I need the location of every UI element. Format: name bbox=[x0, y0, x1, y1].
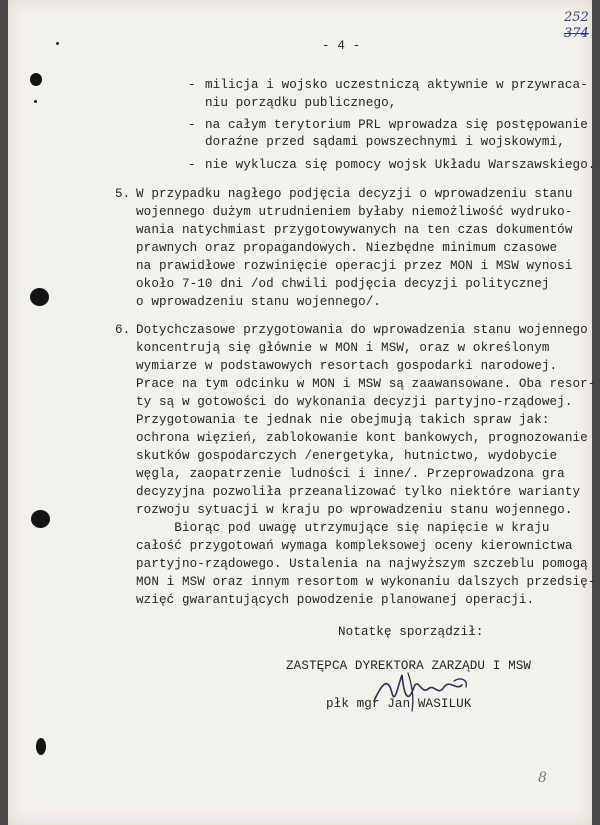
document-page bbox=[8, 0, 596, 825]
section-line: Przygotowania te jednak nie obejmują takich spraw jak: bbox=[136, 413, 550, 427]
section-line: rozwoju sytuacji w kraju po wprowadzeniu stanu wojennego. bbox=[136, 503, 573, 517]
bullet-marker: - bbox=[188, 158, 196, 172]
section-line: Prace na tym odcinku w MON i MSW są zaawansowane. Oba resor- bbox=[136, 377, 596, 391]
section-line: węgla, zaopatrzenie ludności i inne/. Przeprowadzona gra bbox=[136, 467, 565, 481]
section-line: ochrona więzień, zablokowanie kont bankowych, prognozowanie bbox=[136, 431, 588, 445]
punch-hole-lower bbox=[31, 510, 50, 528]
section-line: ty są w gotowości do wykonania decyzji partyjno-rządowej. bbox=[136, 395, 573, 409]
paper-speck bbox=[34, 100, 37, 103]
section-line: koncentrują się głównie w MON i MSW, oraz w określonym bbox=[136, 341, 550, 355]
section-number: 5. bbox=[115, 187, 131, 201]
section-line: całość przygotowań wymaga kompleksowej oceny kierownictwa bbox=[136, 539, 573, 553]
section-line: o wprowadzeniu stanu wojennego/. bbox=[136, 295, 382, 309]
section-line: MON i MSW oraz innym resortom w wykonaniu dalszych przedsię- bbox=[136, 575, 596, 589]
bullet-line: milicja i wojsko uczestniczą aktywnie w przywraca- bbox=[205, 78, 588, 92]
section-line: Dotychczasowe przygotowania do wprowadzenia stanu wojennego bbox=[136, 323, 588, 337]
section-line: wojennego dużym utrudnieniem byłaby niemożliwość wydruko- bbox=[136, 205, 573, 219]
bullet-line: doraźne przed sądami powszechnymi i wojskowymi, bbox=[205, 135, 565, 149]
section-line: decyzyjna pozwoliła przeanalizować tylko niektóre warianty bbox=[136, 485, 581, 499]
signatory-name: płk mgr Jan WASILUK bbox=[326, 697, 472, 711]
section-line: na prawidłowe rozwinięcie operacji przez MON i MSW wynosi bbox=[136, 259, 573, 273]
section-line: wania natychmiast przygotowywanych na ten czas dokumentów bbox=[136, 223, 573, 237]
archive-number-top: 252 bbox=[564, 10, 589, 25]
punch-hole-top bbox=[30, 73, 42, 86]
bullet-line: nie wyklucza się pomocy wojsk Układu Warszawskiego. bbox=[205, 158, 596, 172]
paper-speck bbox=[56, 42, 59, 45]
bullet-line: na całym terytorium PRL wprowadza się postępowanie bbox=[205, 118, 588, 132]
signatory-title: ZASTĘPCA DYREKTORA ZARZĄDU I MSW bbox=[286, 659, 532, 673]
note-author-label: Notatkę sporządził: bbox=[338, 625, 484, 639]
bullet-marker: - bbox=[188, 78, 196, 92]
section-line: skutków gospodarczych /energetyka, hutnictwo, wydobycie bbox=[136, 449, 558, 463]
section-line: wymiarze w podstawowych resortach gospodarki narodowej. bbox=[136, 359, 558, 373]
section-line: W przypadku nagłego podjęcia decyzji o wprowadzeniu stanu bbox=[136, 187, 573, 201]
section-line: około 7-10 dni /od chwili podjęcia decyzji politycznej bbox=[136, 277, 550, 291]
punch-hole-bottom bbox=[36, 738, 46, 755]
page-number: - 4 - bbox=[322, 39, 361, 53]
corner-mark: 8 bbox=[538, 770, 547, 786]
section-line: prawnych oraz propagandowych. Niezbędne minimum czasowe bbox=[136, 241, 558, 255]
punch-hole-middle bbox=[30, 288, 49, 306]
section-line: partyjno-rządowego. Ustalenia na najwyższym szczeblu pomogą bbox=[136, 557, 588, 571]
section-line: wzięć gwarantujących powodzenie planowanej operacji. bbox=[136, 593, 535, 607]
bullet-line: niu porządku publicznego, bbox=[205, 96, 397, 110]
section-number: 6. bbox=[115, 323, 131, 337]
archive-number-bottom: 374 bbox=[564, 26, 589, 41]
section-line: Biorąc pod uwagę utrzymujące się napięcie w kraju bbox=[136, 521, 550, 535]
bullet-marker: - bbox=[188, 118, 196, 132]
